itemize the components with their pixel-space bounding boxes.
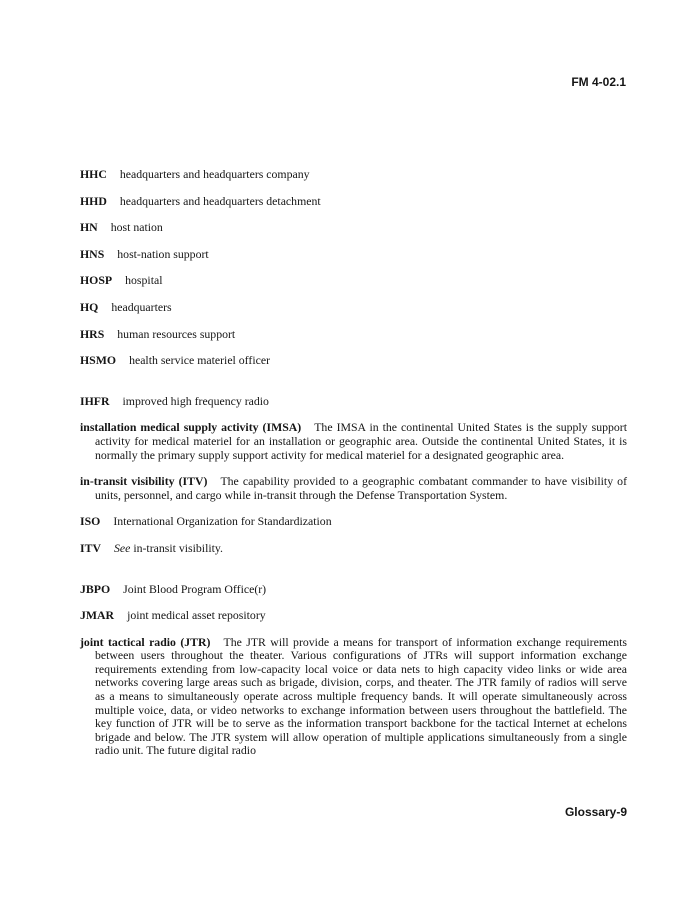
glossary-term: installation medical supply activity (IMSA) xyxy=(80,420,302,435)
glossary-definition: headquarters xyxy=(111,299,172,314)
glossary-entry-hhc xyxy=(80,168,627,182)
glossary-entry-hsmo xyxy=(80,354,627,368)
glossary-entry-itv xyxy=(80,542,627,556)
glossary-definition: Joint Blood Program Office(r) xyxy=(123,581,267,596)
glossary-term: HHC xyxy=(80,167,107,181)
glossary-entry-jmar xyxy=(80,609,627,623)
glossary-definition: host nation xyxy=(110,220,163,235)
glossary-term: HSMO xyxy=(80,353,117,368)
glossary-entry-iso xyxy=(80,515,627,529)
glossary-definition: The capability provided to a geographic combatant commander to have visibility of units, personnel, and cargo while in-transit through the Defense Transportation System. xyxy=(95,474,627,502)
glossary-entry-hrs xyxy=(80,328,627,342)
glossary-definition: human resources support xyxy=(117,326,236,341)
glossary-entry-in-transit-visibility xyxy=(80,475,627,502)
glossary-entry-imsa xyxy=(80,421,627,462)
glossary-term: JMAR xyxy=(80,608,115,623)
glossary-definition: in-transit visibility. xyxy=(133,540,223,555)
glossary-definition: International Organization for Standardization xyxy=(113,514,332,529)
glossary-definition: headquarters and headquarters company xyxy=(119,167,310,181)
glossary-entry-jbpo xyxy=(80,583,627,597)
glossary-entry-hns xyxy=(80,248,627,262)
glossary-entry-hosp xyxy=(80,274,627,288)
glossary-term: HRS xyxy=(80,326,105,341)
glossary-term: ITV xyxy=(80,540,101,555)
glossary-entry-hn xyxy=(80,221,627,235)
glossary-term: JBPO xyxy=(80,581,111,596)
glossary-term: HHD xyxy=(80,193,107,208)
glossary-entry-hhd xyxy=(80,195,627,209)
glossary-entry-jtr xyxy=(80,636,627,758)
glossary-term: HN xyxy=(80,220,98,235)
glossary-content xyxy=(80,168,627,771)
glossary-definition: The JTR will provide a means for transport of information exchange requirements between users throughout the theater. Various configurations of JTRs will support information exchange requirements extending from low-capacity local voice or data nets to high capacity video links or wide area networks covering large areas such as brigade, division, corps, and theater. The JTR family of radios will serve as a means to simultaneously operate across multiple frequency bands. It will operate simultaneously across multiple voice, data, or video networks to exchange information between users throughout the battlefield. The key function of JTR will be to serve as the information transport backbone for the tactical Internet at echelons brigade and below. The JTR system will allow operation of multiple applications simultaneously from a single radio unit. The future digital radio xyxy=(95,634,628,758)
glossary-term: HQ xyxy=(80,299,99,314)
glossary-definition: headquarters and headquarters detachment xyxy=(119,193,321,208)
glossary-entry-hq xyxy=(80,301,627,315)
glossary-definition: improved high frequency radio xyxy=(122,393,269,408)
glossary-definition: joint medical asset repository xyxy=(127,608,266,623)
document-header: FM 4-02.1 xyxy=(571,75,626,89)
glossary-definition: host-nation support xyxy=(117,246,209,261)
glossary-term: joint tactical radio (JTR) xyxy=(80,634,211,649)
see-reference: See xyxy=(113,540,131,555)
glossary-term: IHFR xyxy=(80,393,110,408)
glossary-definition: The IMSA in the continental United States is the supply support activity for medical materiel for an installation or geographic area. Outside the continental United States, it is normally the primary supply support activity for medical materiel for a designated geographic area. xyxy=(95,420,627,462)
glossary-term: HNS xyxy=(80,246,105,261)
glossary-term: ISO xyxy=(80,514,101,529)
glossary-entry-ihfr xyxy=(80,395,627,409)
glossary-definition: hospital xyxy=(125,273,163,288)
glossary-term: HOSP xyxy=(80,273,113,288)
glossary-term: in-transit visibility (ITV) xyxy=(80,474,208,489)
glossary-definition: health service materiel officer xyxy=(129,353,271,368)
page-number: Glossary-9 xyxy=(564,805,627,819)
